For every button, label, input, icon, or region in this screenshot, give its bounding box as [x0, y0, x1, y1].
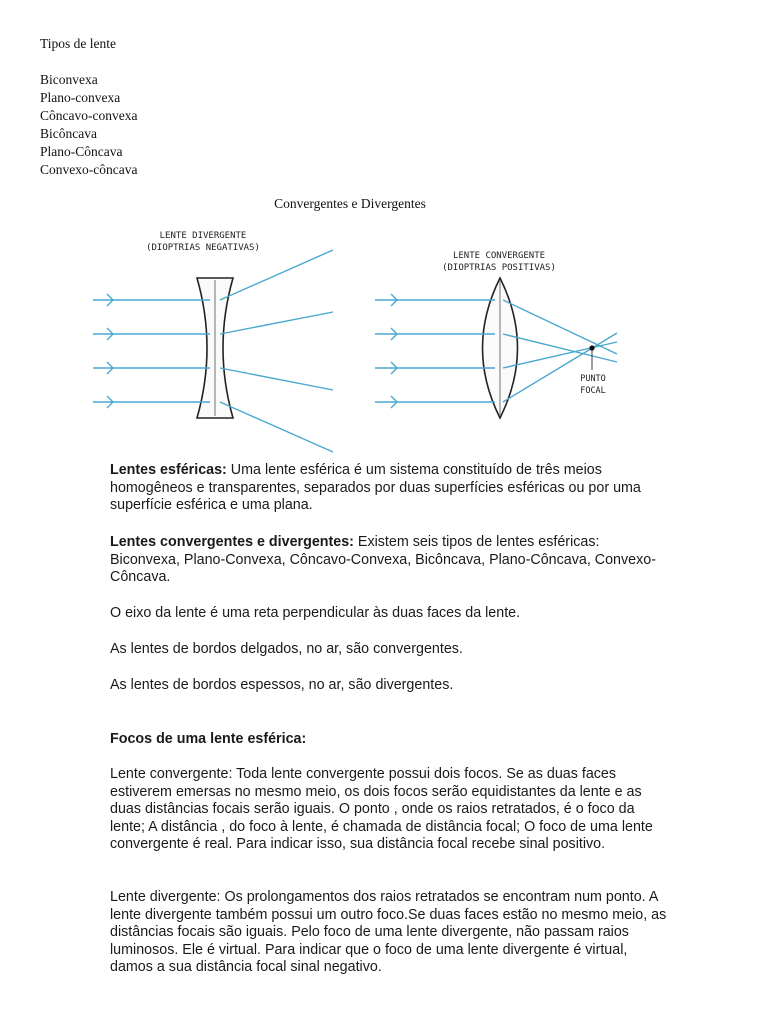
paragraph-lens-types	[110, 534, 670, 587]
paragraph-text: Uma lente esférica é um sistema constituído de três meios homogêneos e transparentes, separados por duas superfícies esféricas ou por uma superfície esférica e uma plana.	[110, 462, 641, 513]
convergent-lens-sublabel: (DIOPTRIAS POSITIVAS)	[442, 263, 556, 273]
paragraph-convergent-lens: Lente convergente: Toda lente convergente possui dois focos. Se as duas faces estiverem emersas no mesmo meio, os dois focos serão equidistantes da lente e as duas distâncias focais serão iguais. O ponto , onde os raios retratados, é o foco da lente; A distância , do foco à lente, é chamada de distância focal; O foco de uma lente convergente é real. Para indicar isso, sua distância focal recebe sinal positivo.	[110, 766, 653, 852]
focal-point-label: PUNTO	[580, 374, 606, 384]
paragraph-thick-edges: As lentes de bordos espessos, no ar, são divergentes.	[110, 677, 454, 693]
lens-type-list	[40, 71, 137, 179]
list-item: Plano-Côncava	[40, 144, 123, 159]
focal-point-sublabel: FOCAL	[580, 386, 606, 396]
paragraph-text: Existem seis tipos de lentes esféricas: Biconvexa, Plano-Convexa, Côncavo-Convexa, Bicôncava, Plano-Côncava, Convexo-Côncava.	[110, 534, 656, 585]
refracted-ray	[220, 368, 333, 390]
list-item: Plano-convexa	[40, 90, 121, 105]
refracted-ray	[220, 312, 333, 334]
list-item: Bicôncava	[40, 126, 97, 141]
list-item: Convexo-côncava	[40, 162, 138, 177]
list-item: Côncavo-convexa	[40, 108, 138, 123]
paragraph-divergent-lens: Lente divergente: Os prolongamentos dos raios retratados se encontram num ponto. A lente divergente também possui um outro foco.Se duas faces estão no mesmo meio, as distâncias focais são iguais. Pelo foco de uma lente divergente, não passam raios luminosos. Ele é virtual. Para indicar que o foco de uma lente divergente é virtual, damos a sua distância focal sinal negativo.	[110, 889, 667, 975]
refracted-ray	[503, 342, 617, 368]
paragraph-thin-edges: As lentes de bordos delgados, no ar, são convergentes.	[110, 641, 463, 657]
paragraph-spherical-lenses	[110, 462, 670, 515]
list-item: Biconvexa	[40, 72, 98, 87]
paragraph-heading: Lentes convergentes e divergentes:	[110, 534, 354, 550]
refracted-ray	[220, 402, 333, 452]
divergent-lens-sublabel: (DIOPTRIAS NEGATIVAS)	[146, 243, 260, 253]
page-title: Tipos de lente	[40, 36, 117, 51]
section-heading-foci: Focos de uma lente esférica:	[110, 731, 307, 747]
figure-caption: Convergentes e Divergentes	[274, 196, 426, 211]
divergent-lens-label: LENTE DIVERGENTE	[159, 231, 247, 241]
refracted-ray	[503, 334, 617, 362]
convergent-lens-label: LENTE CONVERGENTE	[452, 251, 546, 261]
paragraph-heading: Lentes esféricas:	[110, 462, 227, 478]
paragraph-lens-axis: O eixo da lente é uma reta perpendicular às duas faces da lente.	[110, 605, 521, 621]
lens-diagram	[85, 220, 645, 460]
refracted-ray	[220, 250, 333, 300]
